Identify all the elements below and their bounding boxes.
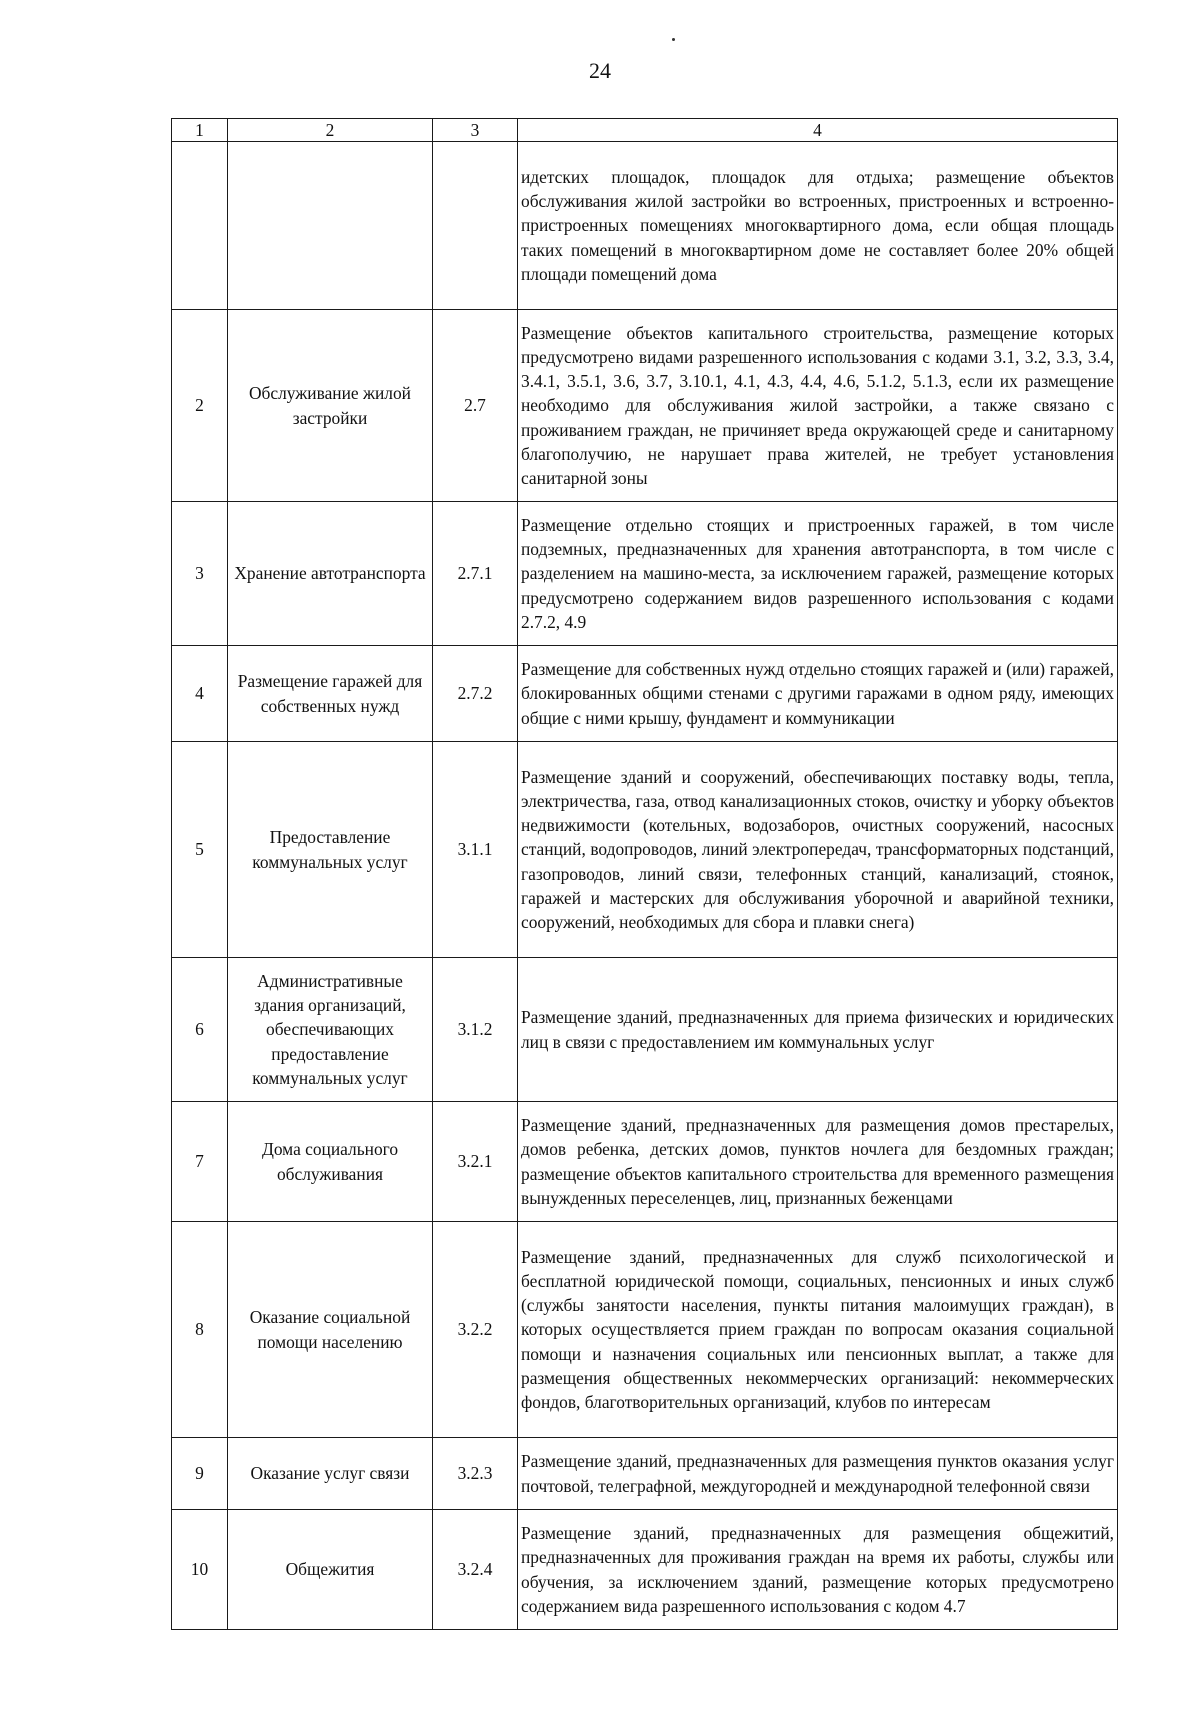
row-description: Размещение для собственных нужд отдельно стоящих гаражей и (или) гаражей, блокированных общими стенами с другими гаражами в одном ряду, имеющих общие с ними крышу, фундамент и коммуникации (518, 646, 1118, 742)
row-name: Предоставление коммунальных услуг (228, 742, 433, 958)
header-col-1: 1 (172, 119, 228, 142)
row-number: 6 (172, 958, 228, 1102)
row-name (228, 142, 433, 310)
row-code: 3.1.2 (433, 958, 518, 1102)
row-code: 2.7.2 (433, 646, 518, 742)
table-row (172, 646, 1118, 742)
row-name: Оказание услуг связи (228, 1438, 433, 1510)
row-name: Дома социального обслуживания (228, 1102, 433, 1222)
row-description: идетских площадок, площадок для отдыха; размещение объектов обслуживания жилой застройки во встроенных, пристроенных и встроенно-пристроенных помещениях многоквартирного дома, если общая площадь таких помещений в многоквартирном доме не составляет более 20% общей площади помещений дома (518, 142, 1118, 310)
row-number: 4 (172, 646, 228, 742)
row-description: Размещение зданий и сооружений, обеспечивающих поставку воды, тепла, электричества, газа, отвод канализационных стоков, очистку и уборку объектов недвижимости (котельных, водозаборов, очистных сооружений, насосных станций, водопроводов, линий электропередач, трансформаторных подстанций, газопроводов, линий связи, телефонных станций, канализаций, стоянок, гаражей и мастерских для обслуживания уборочной и аварийной техники, сооружений, необходимых для сбора и плавки снега) (518, 742, 1118, 958)
row-code: 3.2.2 (433, 1222, 518, 1438)
table-row (172, 1102, 1118, 1222)
row-description: Размещение объектов капитального строительства, размещение которых предусмотрено видами разрешенного использования с кодами 3.1, 3.2, 3.3, 3.4, 3.4.1, 3.5.1, 3.6, 3.7, 3.10.1, 4.1, 4.3, 4.4, 4.6, 5.1.2, 5.1.3, если их размещение необходимо для обслуживания жилой застройки, а также связано с проживанием граждан, не причиняет вреда окружающей среде и санитарному благополучию, не нарушает права жителей, не требует установления санитарной зоны (518, 310, 1118, 502)
row-name: Оказание социальной помощи населению (228, 1222, 433, 1438)
table-row (172, 1222, 1118, 1438)
row-code: 3.2.4 (433, 1510, 518, 1630)
table-row (172, 1510, 1118, 1630)
header-col-4: 4 (518, 119, 1118, 142)
row-description: Размещение зданий, предназначенных для служб психологической и бесплатной юридической помощи, социальных, пенсионных и иных служб (службы занятости населения, пункты питания малоимущих граждан), в которых осуществляется прием граждан по вопросам оказания социальной помощи и назначения социальных или пенсионных выплат, а также для размещения общественных некоммерческих организаций: некоммерческих фондов, благотворительных организаций, клубов по интересам (518, 1222, 1118, 1438)
table-row (172, 1438, 1118, 1510)
header-col-3: 3 (433, 119, 518, 142)
row-description: Размещение зданий, предназначенных для размещения домов престарелых, домов ребенка, детских домов, пунктов ночлега для бездомных граждан; размещение объектов капитального строительства для временного размещения вынужденных переселенцев, лиц, признанных беженцами (518, 1102, 1118, 1222)
table-row (172, 742, 1118, 958)
row-number: 7 (172, 1102, 228, 1222)
row-number: 10 (172, 1510, 228, 1630)
row-number: 8 (172, 1222, 228, 1438)
table-row (172, 310, 1118, 502)
header-col-2: 2 (228, 119, 433, 142)
table-row (172, 142, 1118, 310)
row-number: 3 (172, 502, 228, 646)
table-row (172, 958, 1118, 1102)
row-name: Хранение автотранспорта (228, 502, 433, 646)
row-code: 3.1.1 (433, 742, 518, 958)
row-description: Размещение отдельно стоящих и пристроенных гаражей, в том числе подземных, предназначенных для хранения автотранспорта, в том числе с разделением на машино-места, за исключением гаражей, размещение которых предусмотрено содержанием видов разрешенного использования с кодами 2.7.2, 4.9 (518, 502, 1118, 646)
row-description: Размещение зданий, предназначенных для размещения общежитий, предназначенных для проживания граждан на время их работы, службы или обучения, за исключением зданий, размещение которых предусмотрено содержанием вида разрешенного использования с кодом 4.7 (518, 1510, 1118, 1630)
row-name: Обслуживание жилой застройки (228, 310, 433, 502)
row-code: 2.7.1 (433, 502, 518, 646)
row-description: Размещение зданий, предназначенных для приема физических и юридических лиц в связи с предоставлением им коммунальных услуг (518, 958, 1118, 1102)
row-number: 5 (172, 742, 228, 958)
land-use-table (171, 118, 1118, 1630)
row-name: Общежития (228, 1510, 433, 1630)
row-number: 2 (172, 310, 228, 502)
row-description: Размещение зданий, предназначенных для размещения пунктов оказания услуг почтовой, телеграфной, междугородней и международной телефонной связи (518, 1438, 1118, 1510)
page-number: 24 (589, 58, 611, 83)
scan-speck (672, 38, 675, 41)
row-number: 9 (172, 1438, 228, 1510)
row-code: 3.2.1 (433, 1102, 518, 1222)
row-name: Размещение гаражей для собственных нужд (228, 646, 433, 742)
row-code: 2.7 (433, 310, 518, 502)
row-number (172, 142, 228, 310)
table-header-row (172, 119, 1118, 142)
row-code: 3.2.3 (433, 1438, 518, 1510)
row-name: Административные здания организаций, обеспечивающих предоставление коммунальных услуг (228, 958, 433, 1102)
row-code (433, 142, 518, 310)
table-row (172, 502, 1118, 646)
